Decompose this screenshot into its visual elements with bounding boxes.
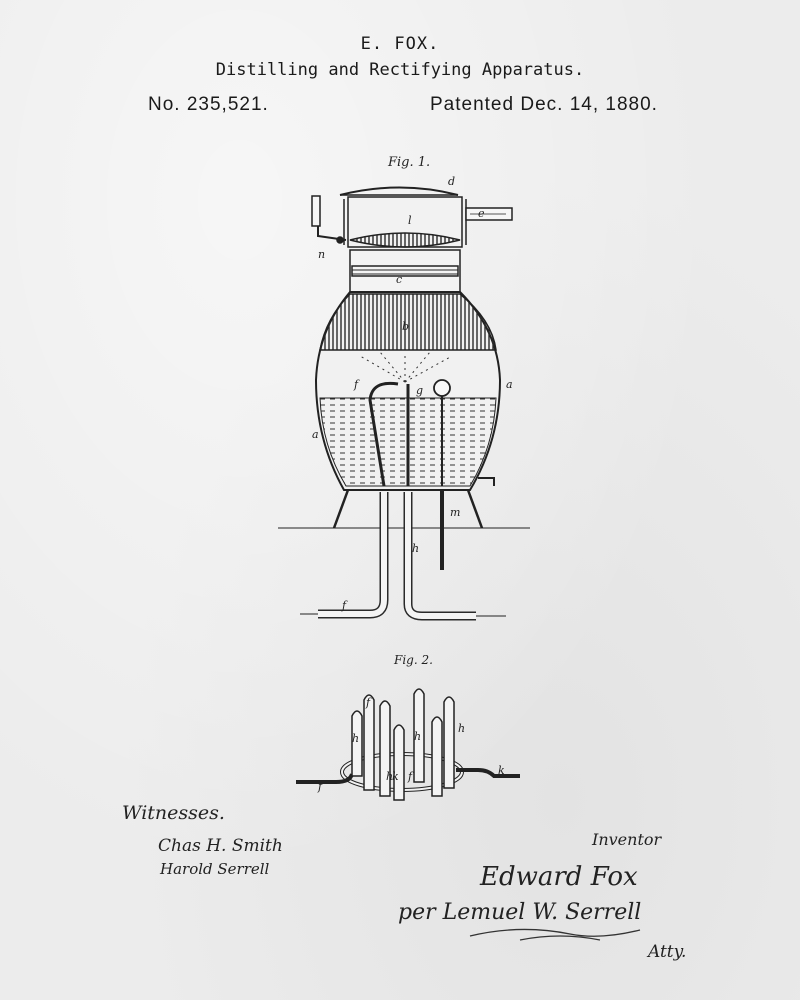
fig2-part-label: k <box>392 770 399 783</box>
witnesses-label: Witnesses. <box>122 802 225 824</box>
fig1-part-label: f <box>342 599 347 612</box>
fig2-part-label: h <box>458 722 466 735</box>
fig1-part-label: m <box>450 506 461 519</box>
fig2-label: Fig. 2. <box>394 653 433 667</box>
fig1-label: Fig. 1. <box>388 155 431 170</box>
fig1-part-label: f <box>354 378 359 391</box>
fig2-part-label: h <box>414 730 422 743</box>
fig1-part-label: n <box>318 248 326 261</box>
attorney-label: Atty. <box>648 942 687 962</box>
fig2-part-label: f <box>318 780 323 793</box>
fig1-part-label: b <box>402 320 410 333</box>
fig2-part-label: h <box>386 770 394 783</box>
fig1-part-label: h <box>412 542 420 555</box>
fig2-part-label: f <box>366 696 371 709</box>
fig1-part-label: c <box>396 273 403 286</box>
patent-date: Patented Dec. 14, 1880. <box>430 94 658 115</box>
inventor-label: Inventor <box>592 830 662 849</box>
fig1-part-label: e <box>478 207 485 220</box>
patent-title: Distilling and Rectifying Apparatus. <box>215 60 585 80</box>
fig1-part-label: l <box>408 214 412 227</box>
fig1-part-label: d <box>448 175 456 188</box>
inventor-signature: Edward Fox <box>480 862 638 892</box>
witness-1-signature: Chas H. Smith <box>158 836 283 856</box>
signature-flourish <box>470 929 640 940</box>
attorney-signature: per Lemuel W. Serrell <box>398 900 642 925</box>
figure-1 <box>278 155 530 616</box>
inventor-name-heading: E. FOX. <box>360 34 440 54</box>
witness-2-signature: Harold Serrell <box>160 860 270 878</box>
fig2-part-label: k <box>498 764 505 777</box>
fig1-part-label: a <box>312 428 319 441</box>
fig2-part-label: f <box>408 770 413 783</box>
figure-2 <box>296 653 520 800</box>
fig1-part-label: g <box>416 384 424 397</box>
fig2-part-label: h <box>352 732 360 745</box>
patent-number: No. 235,521. <box>148 94 269 115</box>
fig1-part-label: a <box>506 378 513 391</box>
